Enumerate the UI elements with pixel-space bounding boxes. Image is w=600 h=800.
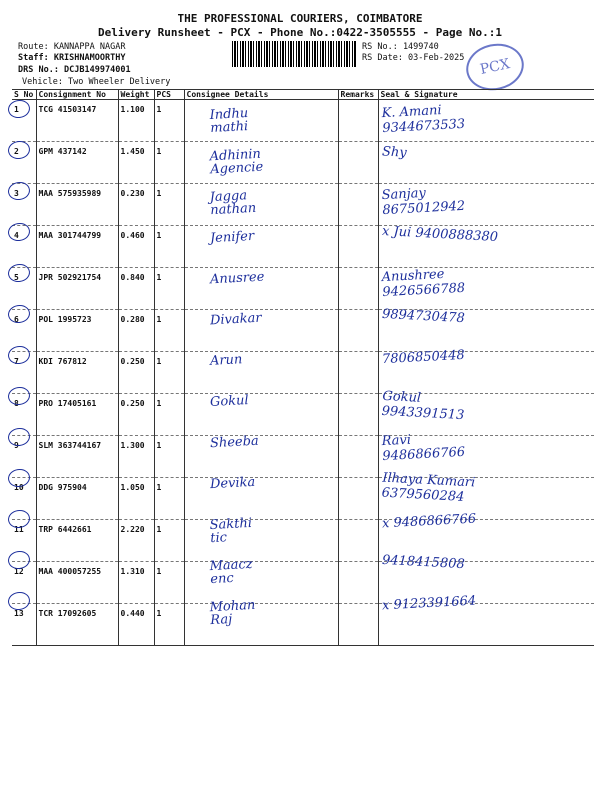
pcs-cell: 1 — [154, 268, 184, 310]
table-header — [12, 90, 594, 100]
consignment-cell: TCR 17092605 — [36, 604, 118, 646]
weight-cell: 1.450 — [118, 142, 154, 184]
consignee-handwriting: Divakar — [209, 310, 262, 329]
consignee-cell — [184, 520, 338, 562]
table-row — [12, 436, 594, 478]
consignment-cell: MAA 400057255 — [36, 562, 118, 604]
signature-cell — [378, 142, 594, 184]
sno-cell: 5 — [12, 268, 36, 310]
consignee-handwriting: Adhinin Agencie — [209, 146, 264, 178]
sno-cell: 9 — [12, 436, 36, 478]
remarks-cell — [338, 184, 378, 226]
pcs-cell: 1 — [154, 142, 184, 184]
remarks-cell — [338, 142, 378, 184]
consignee-handwriting: Jagga nathan — [209, 188, 257, 219]
table-row — [12, 478, 594, 520]
consignee-handwriting: Sakthi tic — [209, 515, 253, 547]
remarks-cell — [338, 310, 378, 352]
signature-handwriting: Ilhaya Kumari 6379560284 — [381, 470, 476, 505]
consignee-handwriting: Gokul — [209, 392, 249, 411]
consignee-cell — [184, 352, 338, 394]
weight-cell: 1.300 — [118, 436, 154, 478]
consignee-cell — [184, 562, 338, 604]
table-row — [12, 268, 594, 310]
table-row — [12, 226, 594, 268]
remarks-cell — [338, 604, 378, 646]
signature-handwriting: K. Amani 9344673533 — [381, 103, 466, 137]
runsheet-table — [12, 89, 594, 646]
pcs-cell: 1 — [154, 478, 184, 520]
consignee-handwriting: Indhu mathi — [209, 106, 249, 136]
consignee-cell — [184, 100, 338, 142]
runsheet-subtitle: Delivery Runsheet - PCX - Phone No.:0422-3505555 - Page No.:1 — [98, 26, 502, 39]
consignee-cell — [184, 604, 338, 646]
weight-cell: 1.310 — [118, 562, 154, 604]
vehicle-label: Vehicle: Two Wheeler Delivery — [22, 77, 171, 87]
signature-handwriting: 9418415808 — [381, 552, 466, 573]
pcs-cell: 1 — [154, 226, 184, 268]
signature-handwriting: x 9486866766 — [381, 511, 477, 532]
remarks-cell — [338, 436, 378, 478]
column-header: Remarks — [338, 90, 378, 100]
sno-cell: 10 — [12, 478, 36, 520]
table-row — [12, 562, 594, 604]
weight-cell: 0.440 — [118, 604, 154, 646]
table-row — [12, 100, 594, 142]
table-row — [12, 310, 594, 352]
consignment-cell: PRO 17405161 — [36, 394, 118, 436]
signature-handwriting: Shy — [381, 144, 408, 161]
weight-cell: 0.460 — [118, 226, 154, 268]
signature-handwriting: x 9123391664 — [381, 593, 477, 614]
pcs-cell: 1 — [154, 520, 184, 562]
remarks-cell — [338, 478, 378, 520]
barcode — [232, 41, 356, 67]
sno-cell: 13 — [12, 604, 36, 646]
signature-handwriting: Sanjay 8675012942 — [381, 185, 466, 219]
consignment-cell: TCG 41503147 — [36, 100, 118, 142]
signature-handwriting: Gokul 9943391513 — [381, 388, 465, 424]
consignee-handwriting: Devika — [209, 474, 256, 493]
route-label: Route: KANNAPPA NAGAR — [18, 42, 126, 52]
signature-handwriting: x Jui 9400888380 — [381, 223, 499, 246]
table-row — [12, 520, 594, 562]
pcs-cell: 1 — [154, 352, 184, 394]
drs-label: DRS No.: DCJB149974001 — [18, 65, 131, 75]
consignment-cell: POL 1995723 — [36, 310, 118, 352]
remarks-cell — [338, 520, 378, 562]
consignee-handwriting: Anusree — [209, 269, 265, 288]
consignee-handwriting: Arun — [209, 352, 243, 369]
signature-handwriting: 7806850448 — [381, 347, 466, 368]
consignee-handwriting: Jenifer — [209, 228, 255, 247]
pcs-cell: 1 — [154, 562, 184, 604]
pcs-cell: 1 — [154, 100, 184, 142]
weight-cell: 1.050 — [118, 478, 154, 520]
column-header: Seal & Signature — [378, 90, 594, 100]
remarks-cell — [338, 562, 378, 604]
table-body — [12, 100, 594, 646]
remarks-cell — [338, 394, 378, 436]
company-title: THE PROFESSIONAL COURIERS, COIMBATORE — [177, 12, 423, 25]
table-row — [12, 604, 594, 646]
table-row — [12, 352, 594, 394]
sno-cell: 6 — [12, 310, 36, 352]
weight-cell: 0.230 — [118, 184, 154, 226]
remarks-cell — [338, 226, 378, 268]
column-header: PCS — [154, 90, 184, 100]
pcs-cell: 1 — [154, 604, 184, 646]
pcs-cell: 1 — [154, 184, 184, 226]
weight-cell: 0.250 — [118, 394, 154, 436]
staff-label: Staff: KRISHNAMOORTHY — [18, 53, 126, 63]
pcs-cell: 1 — [154, 394, 184, 436]
table-row — [12, 142, 594, 184]
consignee-handwriting: Maacz enc — [209, 556, 253, 588]
pcx-stamp: PCX — [462, 38, 528, 95]
weight-cell: 1.100 — [118, 100, 154, 142]
sno-cell: 1 — [12, 100, 36, 142]
table-row — [12, 184, 594, 226]
consignment-cell: DDG 975904 — [36, 478, 118, 520]
signature-handwriting: 9894730478 — [381, 306, 466, 327]
sno-cell: 2 — [12, 142, 36, 184]
consignment-cell: GPM 437142 — [36, 142, 118, 184]
consignee-cell — [184, 226, 338, 268]
sno-cell: 3 — [12, 184, 36, 226]
rs-number: RS No.: 1499740 — [362, 42, 439, 52]
sno-cell: 4 — [12, 226, 36, 268]
weight-cell: 0.840 — [118, 268, 154, 310]
weight-cell: 0.280 — [118, 310, 154, 352]
column-header: Consignee Details — [184, 90, 338, 100]
weight-cell: 0.250 — [118, 352, 154, 394]
signature-handwriting: Ravi 9486866766 — [381, 432, 466, 465]
consignment-cell: TRP 6442661 — [36, 520, 118, 562]
remarks-cell — [338, 268, 378, 310]
consignee-cell — [184, 433, 338, 478]
sno-cell: 7 — [12, 352, 36, 394]
rs-date: RS Date: 03-Feb-2025 — [362, 53, 465, 63]
consignee-cell — [184, 394, 338, 436]
column-header: Consignment No — [36, 90, 118, 100]
sno-cell: 11 — [12, 520, 36, 562]
column-header: S No — [12, 90, 36, 100]
table-row — [12, 394, 594, 436]
weight-cell: 2.220 — [118, 520, 154, 562]
pcs-cell: 1 — [154, 310, 184, 352]
remarks-cell — [338, 100, 378, 142]
consignee-handwriting: Sheeba — [209, 433, 260, 452]
consignee-cell — [184, 474, 338, 520]
sno-cell: 8 — [12, 394, 36, 436]
consignee-handwriting: Mohan Raj — [209, 597, 256, 629]
signature-handwriting: Anushree 9426566788 — [381, 266, 466, 301]
consignment-cell: MAA 575935989 — [36, 184, 118, 226]
consignment-cell: KDI 767812 — [36, 352, 118, 394]
consignee-cell — [184, 184, 338, 226]
sno-cell: 12 — [12, 562, 36, 604]
remarks-cell — [338, 352, 378, 394]
consignment-cell: MAA 301744799 — [36, 226, 118, 268]
consignment-cell: SLM 363744167 — [36, 436, 118, 478]
consignment-cell: JPR 502921754 — [36, 268, 118, 310]
pcs-cell: 1 — [154, 436, 184, 478]
column-header: Weight — [118, 90, 154, 100]
